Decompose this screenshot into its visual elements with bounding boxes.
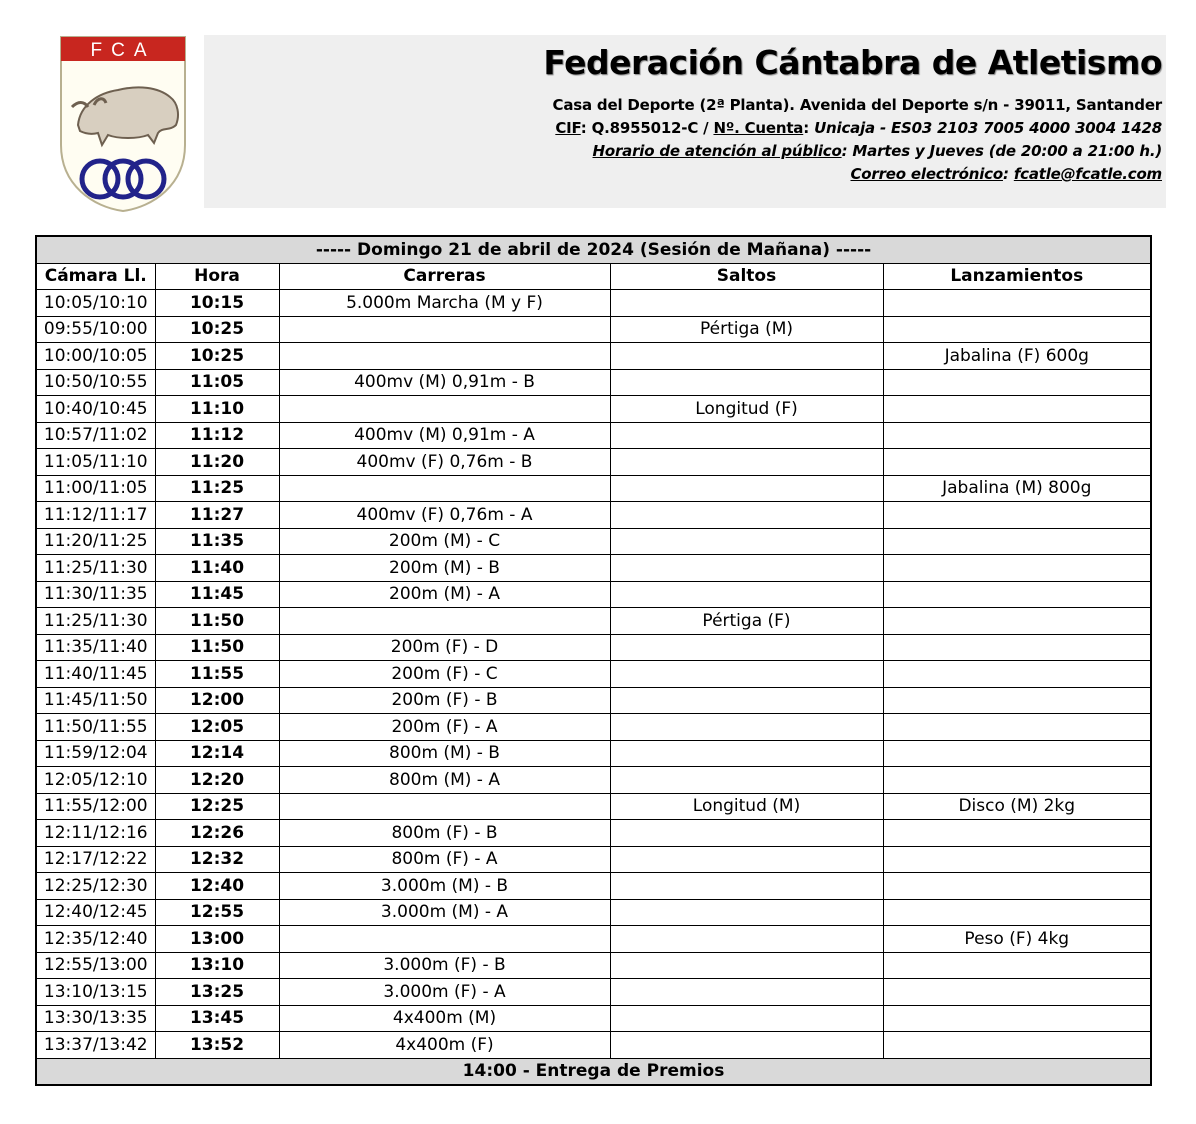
saltos-cell [610, 714, 883, 741]
lanzamientos-cell [883, 820, 1151, 847]
camara-cell: 13:10/13:15 [36, 979, 155, 1006]
camara-cell: 11:25/11:30 [36, 608, 155, 635]
hora-cell: 11:40 [155, 555, 279, 582]
carreras-cell: 4x400m (F) [279, 1032, 610, 1059]
saltos-cell [610, 873, 883, 900]
lanzamientos-cell: Jabalina (M) 800g [883, 475, 1151, 502]
col-header-lanzamientos: Lanzamientos [883, 263, 1151, 290]
saltos-cell [610, 449, 883, 476]
table-row [36, 687, 1151, 714]
carreras-cell [279, 396, 610, 423]
camara-cell: 12:55/13:00 [36, 952, 155, 979]
table-row [36, 1005, 1151, 1032]
saltos-cell [610, 290, 883, 317]
hora-cell: 10:25 [155, 316, 279, 343]
hora-cell: 12:40 [155, 873, 279, 900]
header-panel [204, 35, 1166, 208]
lanzamientos-cell [883, 290, 1151, 317]
camara-cell: 10:05/10:10 [36, 290, 155, 317]
lanzamientos-cell [883, 846, 1151, 873]
camara-cell: 13:30/13:35 [36, 1005, 155, 1032]
table-row [36, 316, 1151, 343]
lanzamientos-cell [883, 952, 1151, 979]
table-row [36, 952, 1151, 979]
saltos-cell [610, 475, 883, 502]
hora-cell: 12:32 [155, 846, 279, 873]
saltos-cell [610, 555, 883, 582]
lanzamientos-cell: Jabalina (F) 600g [883, 343, 1151, 370]
hours-line: Horario de atención al público: Martes y Jueves (de 20:00 a 21:00 h.) [592, 142, 1162, 160]
camara-cell: 11:40/11:45 [36, 661, 155, 688]
cif-label: CIF [555, 119, 581, 137]
camara-cell: 10:50/10:55 [36, 369, 155, 396]
hora-cell: 13:25 [155, 979, 279, 1006]
lanzamientos-cell [883, 979, 1151, 1006]
carreras-cell: 200m (F) - B [279, 687, 610, 714]
fca-shield-icon [58, 35, 188, 213]
camara-cell: 10:00/10:05 [36, 343, 155, 370]
lanzamientos-cell [883, 767, 1151, 794]
hora-cell: 13:00 [155, 926, 279, 953]
table-row [36, 555, 1151, 582]
hora-cell: 11:10 [155, 396, 279, 423]
saltos-cell [610, 740, 883, 767]
saltos-cell [610, 1005, 883, 1032]
col-header-saltos: Saltos [610, 263, 883, 290]
carreras-cell: 200m (F) - A [279, 714, 610, 741]
org-name: Federación Cántabra de Atletismo [543, 43, 1162, 82]
carreras-cell: 200m (M) - C [279, 528, 610, 555]
saltos-cell: Pértiga (F) [610, 608, 883, 635]
lanzamientos-cell [883, 316, 1151, 343]
saltos-cell [610, 767, 883, 794]
table-row [36, 475, 1151, 502]
table-row [36, 581, 1151, 608]
lanzamientos-cell [883, 449, 1151, 476]
hora-cell: 13:45 [155, 1005, 279, 1032]
lanzamientos-cell [883, 555, 1151, 582]
address-line: Casa del Deporte (2ª Planta). Avenida del Deporte s/n - 39011, Santander [552, 96, 1162, 114]
table-row [36, 979, 1151, 1006]
table-row [36, 873, 1151, 900]
table-row [36, 793, 1151, 820]
carreras-cell: 200m (F) - C [279, 661, 610, 688]
carreras-cell: 3.000m (M) - B [279, 873, 610, 900]
lanzamientos-cell [883, 1005, 1151, 1032]
carreras-cell [279, 608, 610, 635]
carreras-cell: 3.000m (M) - A [279, 899, 610, 926]
account-value: Unicaja - ES03 2103 7005 4000 3004 1428 [814, 119, 1162, 137]
saltos-cell: Longitud (M) [610, 793, 883, 820]
table-row [36, 290, 1151, 317]
saltos-cell [610, 581, 883, 608]
camara-cell: 13:37/13:42 [36, 1032, 155, 1059]
col-header-camara: Cámara Ll. [36, 263, 155, 290]
table-row [36, 661, 1151, 688]
camara-cell: 12:35/12:40 [36, 926, 155, 953]
camara-cell: 09:55/10:00 [36, 316, 155, 343]
hours-value: Martes y Jueves (de 20:00 a 21:00 h.) [852, 142, 1162, 160]
carreras-cell [279, 793, 610, 820]
lanzamientos-cell [883, 899, 1151, 926]
footer-row [36, 1058, 1151, 1085]
saltos-cell: Longitud (F) [610, 396, 883, 423]
camara-cell: 11:59/12:04 [36, 740, 155, 767]
saltos-cell [610, 661, 883, 688]
carreras-cell: 200m (F) - D [279, 634, 610, 661]
carreras-cell: 400mv (M) 0,91m - A [279, 422, 610, 449]
header-row [36, 263, 1151, 290]
camara-cell: 12:25/12:30 [36, 873, 155, 900]
lanzamientos-cell [883, 634, 1151, 661]
camara-cell: 10:40/10:45 [36, 396, 155, 423]
hora-cell: 11:55 [155, 661, 279, 688]
hora-cell: 11:50 [155, 634, 279, 661]
lanzamientos-cell [883, 873, 1151, 900]
table-row [36, 396, 1151, 423]
hora-cell: 10:25 [155, 343, 279, 370]
saltos-cell [610, 952, 883, 979]
table-row [36, 343, 1151, 370]
lanzamientos-cell [883, 581, 1151, 608]
table-row [36, 608, 1151, 635]
carreras-cell: 800m (F) - A [279, 846, 610, 873]
schedule-table [35, 235, 1152, 1086]
hora-cell: 12:05 [155, 714, 279, 741]
hora-cell: 11:50 [155, 608, 279, 635]
carreras-cell: 800m (F) - B [279, 820, 610, 847]
lanzamientos-cell [883, 369, 1151, 396]
table-row [36, 422, 1151, 449]
email-line: Correo electrónico: fcatle@fcatle.com [850, 165, 1162, 183]
carreras-cell [279, 343, 610, 370]
lanzamientos-cell [883, 502, 1151, 529]
carreras-cell: 200m (M) - A [279, 581, 610, 608]
saltos-cell [610, 899, 883, 926]
hora-cell: 12:14 [155, 740, 279, 767]
saltos-cell: Pértiga (M) [610, 316, 883, 343]
hora-cell: 11:45 [155, 581, 279, 608]
table-row [36, 820, 1151, 847]
carreras-cell: 800m (M) - A [279, 767, 610, 794]
camara-cell: 11:12/11:17 [36, 502, 155, 529]
camara-cell: 11:20/11:25 [36, 528, 155, 555]
camara-cell: 11:35/11:40 [36, 634, 155, 661]
hora-cell: 13:10 [155, 952, 279, 979]
cif-line: CIF: Q.8955012-C / Nº. Cuenta: Unicaja - ES03 2103 7005 4000 3004 1428 [555, 119, 1162, 137]
schedule-title-row [36, 236, 1151, 263]
table-row [36, 634, 1151, 661]
hora-cell: 12:55 [155, 899, 279, 926]
carreras-cell: 400mv (F) 0,76m - B [279, 449, 610, 476]
table-row [36, 714, 1151, 741]
awards-note: 14:00 - Entrega de Premios [36, 1058, 1151, 1085]
hora-cell: 12:00 [155, 687, 279, 714]
saltos-cell [610, 926, 883, 953]
hora-cell: 11:05 [155, 369, 279, 396]
table-row [36, 846, 1151, 873]
hora-cell: 10:15 [155, 290, 279, 317]
lanzamientos-cell: Peso (F) 4kg [883, 926, 1151, 953]
camara-cell: 11:55/12:00 [36, 793, 155, 820]
table-row [36, 740, 1151, 767]
carreras-cell: 200m (M) - B [279, 555, 610, 582]
table-row [36, 369, 1151, 396]
separator: / [703, 119, 709, 137]
table-row [36, 502, 1151, 529]
carreras-cell: 3.000m (F) - B [279, 952, 610, 979]
carreras-cell: 3.000m (F) - A [279, 979, 610, 1006]
carreras-cell: 400mv (M) 0,91m - B [279, 369, 610, 396]
hora-cell: 11:35 [155, 528, 279, 555]
saltos-cell [610, 687, 883, 714]
table-row [36, 767, 1151, 794]
table-row [36, 449, 1151, 476]
lanzamientos-cell [883, 740, 1151, 767]
saltos-cell [610, 979, 883, 1006]
camara-cell: 11:25/11:30 [36, 555, 155, 582]
camara-cell: 12:05/12:10 [36, 767, 155, 794]
saltos-cell [610, 820, 883, 847]
lanzamientos-cell [883, 714, 1151, 741]
camara-cell: 12:40/12:45 [36, 899, 155, 926]
col-header-hora: Hora [155, 263, 279, 290]
hora-cell: 12:26 [155, 820, 279, 847]
email-link[interactable]: fcatle@fcatle.com [1013, 165, 1162, 183]
saltos-cell [610, 528, 883, 555]
saltos-cell [610, 1032, 883, 1059]
hora-cell: 13:52 [155, 1032, 279, 1059]
camara-cell: 11:45/11:50 [36, 687, 155, 714]
lanzamientos-cell [883, 528, 1151, 555]
carreras-cell: 400mv (F) 0,76m - A [279, 502, 610, 529]
lanzamientos-cell [883, 687, 1151, 714]
email-label: Correo electrónico [850, 165, 1003, 183]
schedule-title: ----- Domingo 21 de abril de 2024 (Sesión de Mañana) ----- [36, 236, 1151, 263]
hora-cell: 11:20 [155, 449, 279, 476]
table-row [36, 899, 1151, 926]
carreras-cell [279, 316, 610, 343]
carreras-cell: 800m (M) - B [279, 740, 610, 767]
camara-cell: 12:11/12:16 [36, 820, 155, 847]
carreras-cell: 4x400m (M) [279, 1005, 610, 1032]
saltos-cell [610, 634, 883, 661]
saltos-cell [610, 846, 883, 873]
camara-cell: 10:57/11:02 [36, 422, 155, 449]
saltos-cell [610, 422, 883, 449]
camara-cell: 11:00/11:05 [36, 475, 155, 502]
hora-cell: 12:20 [155, 767, 279, 794]
saltos-cell [610, 343, 883, 370]
lanzamientos-cell [883, 1032, 1151, 1059]
saltos-cell [610, 502, 883, 529]
col-header-carreras: Carreras [279, 263, 610, 290]
carreras-cell [279, 475, 610, 502]
fca-logo [58, 35, 188, 213]
hora-cell: 11:27 [155, 502, 279, 529]
table-row [36, 1032, 1151, 1059]
lanzamientos-cell [883, 396, 1151, 423]
lanzamientos-cell [883, 422, 1151, 449]
camara-cell: 11:30/11:35 [36, 581, 155, 608]
camara-cell: 11:50/11:55 [36, 714, 155, 741]
table-row [36, 528, 1151, 555]
lanzamientos-cell [883, 661, 1151, 688]
logo-letters: FCA [90, 40, 156, 61]
hora-cell: 11:12 [155, 422, 279, 449]
carreras-cell [279, 926, 610, 953]
lanzamientos-cell: Disco (M) 2kg [883, 793, 1151, 820]
account-label: Nº. Cuenta [713, 119, 804, 137]
hora-cell: 11:25 [155, 475, 279, 502]
lanzamientos-cell [883, 608, 1151, 635]
cif-value: Q.8955012-C [591, 119, 699, 137]
saltos-cell [610, 369, 883, 396]
camara-cell: 11:05/11:10 [36, 449, 155, 476]
camara-cell: 12:17/12:22 [36, 846, 155, 873]
hora-cell: 12:25 [155, 793, 279, 820]
hours-label: Horario de atención al público [592, 142, 842, 160]
carreras-cell: 5.000m Marcha (M y F) [279, 290, 610, 317]
table-row [36, 926, 1151, 953]
